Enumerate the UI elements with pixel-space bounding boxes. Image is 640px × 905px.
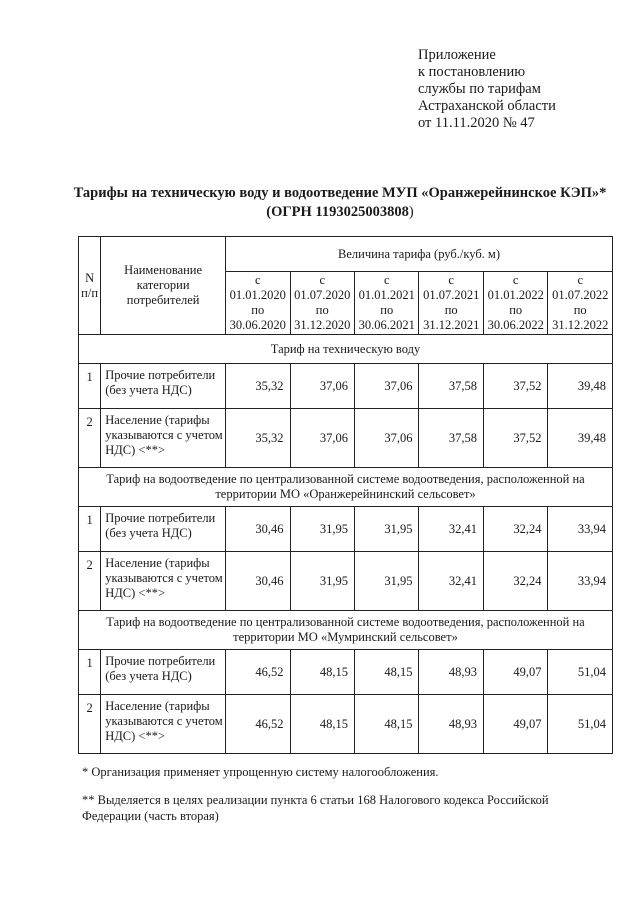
title-bold-text: Тарифы на техническую воду и водоотведение МУП «Оранжерейнинское КЭП»* (ОГРН 1193025003808 xyxy=(73,185,607,220)
table-row xyxy=(79,650,613,695)
section-row xyxy=(79,468,613,507)
header-category: Наименование категории потребителей xyxy=(101,237,226,335)
tariff-value: 48,93 xyxy=(419,695,483,754)
row-category: Население (тарифы указываются с учетом НДС) <**> xyxy=(101,552,226,611)
appendix-line: Астраханской области xyxy=(418,98,556,114)
tariff-value: 32,24 xyxy=(483,552,547,611)
tariff-value: 37,58 xyxy=(419,364,483,409)
tariff-value: 37,58 xyxy=(419,409,483,468)
title-tail: ) xyxy=(408,204,414,220)
table-row xyxy=(79,409,613,468)
appendix-line: службы по тарифам xyxy=(418,81,541,97)
row-number: 1 xyxy=(79,650,101,695)
tariff-value: 49,07 xyxy=(483,650,547,695)
tariff-value: 35,32 xyxy=(226,364,290,409)
appendix-block xyxy=(418,47,556,132)
period-header: с 01.01.2020 по 30.06.2020 xyxy=(226,272,290,335)
tariff-table xyxy=(78,236,613,754)
tariff-value: 37,06 xyxy=(290,364,354,409)
appendix-line: Приложение xyxy=(418,47,496,63)
period-header: с 01.07.2021 по 31.12.2021 xyxy=(419,272,483,335)
tariff-value: 32,24 xyxy=(483,507,547,552)
row-category: Прочие потребители (без учета НДС) xyxy=(101,364,226,409)
tariff-value: 31,95 xyxy=(290,552,354,611)
tariff-value: 48,93 xyxy=(419,650,483,695)
row-category: Население (тарифы указываются с учетом НДС) <**> xyxy=(101,409,226,468)
section-row xyxy=(79,611,613,650)
tariff-value: 39,48 xyxy=(548,364,613,409)
tariff-value: 51,04 xyxy=(548,650,613,695)
table-row xyxy=(79,695,613,754)
period-header: с 01.07.2020 по 31.12.2020 xyxy=(290,272,354,335)
tariff-value: 46,52 xyxy=(226,695,290,754)
period-header: с 01.01.2022 по 30.06.2022 xyxy=(483,272,547,335)
tariff-value: 30,46 xyxy=(226,552,290,611)
tariff-value: 37,06 xyxy=(290,409,354,468)
tariff-value: 46,52 xyxy=(226,650,290,695)
row-number: 2 xyxy=(79,552,101,611)
tariff-value: 37,52 xyxy=(483,409,547,468)
tariff-value: 32,41 xyxy=(419,552,483,611)
tariff-value: 31,95 xyxy=(354,507,418,552)
tariff-value: 48,15 xyxy=(290,695,354,754)
table-row xyxy=(79,364,613,409)
tariff-value: 51,04 xyxy=(548,695,613,754)
section-title: Тариф на водоотведение по централизованной системе водоотведения, расположенной на территории МО «Оранжерейнинский сельсовет» xyxy=(79,468,613,507)
tariff-value: 33,94 xyxy=(548,552,613,611)
appendix-line: от 11.11.2020 № 47 xyxy=(418,115,535,131)
tariff-value: 33,94 xyxy=(548,507,613,552)
tariff-value: 30,46 xyxy=(226,507,290,552)
row-number: 1 xyxy=(79,364,101,409)
document-title xyxy=(70,184,610,222)
row-category: Население (тарифы указываются с учетом НДС) <**> xyxy=(101,695,226,754)
appendix-line: к постановлению xyxy=(418,64,526,80)
header-tariff-value: Величина тарифа (руб./куб. м) xyxy=(226,237,613,272)
row-number: 2 xyxy=(79,695,101,754)
tariff-value: 48,15 xyxy=(290,650,354,695)
tariff-value: 48,15 xyxy=(354,695,418,754)
footnotes xyxy=(82,764,602,824)
row-category: Прочие потребители (без учета НДС) xyxy=(101,650,226,695)
row-number: 2 xyxy=(79,409,101,468)
period-header: с 01.07.2022 по 31.12.2022 xyxy=(548,272,613,335)
footnote-simplified-tax: * Организация применяет упрощенную систему налогообложения. xyxy=(82,765,439,779)
tariff-value: 37,06 xyxy=(354,409,418,468)
footnote-vat: ** Выделяется в целях реализации пункта 6 статьи 168 Налогового кодекса Российской Федерации (часть вторая) xyxy=(82,793,549,823)
section-title: Тариф на техническую воду xyxy=(79,335,613,364)
tariff-value: 31,95 xyxy=(290,507,354,552)
section-row xyxy=(79,335,613,364)
tariff-value: 39,48 xyxy=(548,409,613,468)
row-category: Прочие потребители (без учета НДС) xyxy=(101,507,226,552)
table-row xyxy=(79,507,613,552)
tariff-value: 37,52 xyxy=(483,364,547,409)
section-title: Тариф на водоотведение по централизованной системе водоотведения, расположенной на территории МО «Мумринский сельсовет» xyxy=(79,611,613,650)
row-number: 1 xyxy=(79,507,101,552)
table-header-row xyxy=(79,237,613,272)
tariff-value: 48,15 xyxy=(354,650,418,695)
tariff-value: 49,07 xyxy=(483,695,547,754)
tariff-value: 35,32 xyxy=(226,409,290,468)
tariff-value: 37,06 xyxy=(354,364,418,409)
tariff-value: 32,41 xyxy=(419,507,483,552)
tariff-value: 31,95 xyxy=(354,552,418,611)
header-number: N п/п xyxy=(79,237,101,335)
table-row xyxy=(79,552,613,611)
period-header: с 01.01.2021 по 30.06.2021 xyxy=(354,272,418,335)
